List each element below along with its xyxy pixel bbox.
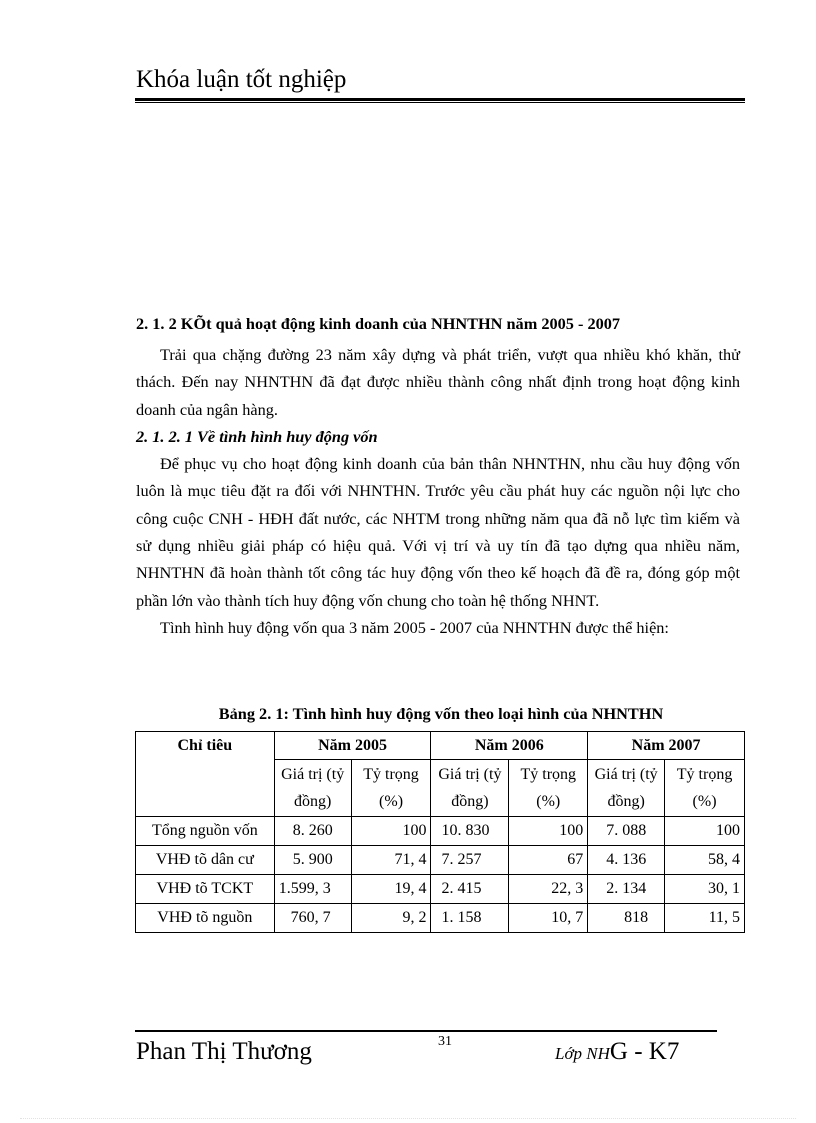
cell-ratio-2005: 71, 4: [351, 846, 431, 875]
header-year-2007: Năm 2007: [588, 732, 745, 760]
footer-rule: [135, 1030, 717, 1032]
subheader-value: Giá trị (tỷ đồng): [274, 760, 351, 817]
table-intro-paragraph: Tình hình huy động vốn qua 3 năm 2005 - 2007 của NHNTHN được thể hiện:: [160, 617, 669, 637]
cell-ratio-2006: 67: [509, 846, 588, 875]
cell-value-2006: 7. 257: [431, 846, 509, 875]
row-label: VHĐ tõ TCKT: [136, 875, 275, 904]
document-header-title: Khóa luận tốt nghiệp: [136, 66, 347, 93]
cell-value-2007: 4. 136: [588, 846, 665, 875]
cell-value-2006: 1. 158: [431, 904, 509, 933]
cell-value-2007: 2. 134: [588, 875, 665, 904]
funding-paragraph: Để phục vụ cho hoạt động kinh doanh của bản thân NHNTHN, nhu cầu huy động vốn luôn là mục tiêu đặt ra đối với NHNTHN. Trước yêu cầu phát huy các nguồn nội lực cho công cuộc CNH - HĐH đất nước, các NHTM trong những năm qua đã nỗ lực tìm kiếm và sử dụng nhiều giải pháp có hiệu quả. Với vị trí và uy tín đã tạo dựng qua nhiều năm, NHNTHN đã hoàn thành tốt công tác huy động vốn theo kế hoạch đã đề ra, đóng góp một phần lớn vào thành tích huy động vốn chung cho toàn hệ thống NHNT.: [136, 454, 740, 610]
cell-value-2006: 10. 830: [431, 817, 509, 846]
row-label: VHĐ tõ nguồn: [136, 904, 275, 933]
cell-ratio-2007: 11, 5: [665, 904, 745, 933]
subheader-ratio: Tỷ trọng (%): [351, 760, 431, 817]
header-year-2005: Năm 2005: [274, 732, 431, 760]
section-heading: 2. 1. 2 KÕt quả hoạt động kinh doanh của NHNTHN năm 2005 - 2007: [136, 314, 621, 333]
cell-ratio-2007: 58, 4: [665, 846, 745, 875]
section-body: [136, 341, 740, 641]
cell-value-2007: 818: [588, 904, 665, 933]
row-label: VHĐ tõ dân cư: [136, 846, 275, 875]
intro-paragraph: Trải qua chặng đường 23 năm xây dựng và phát triển, vượt qua nhiều khó khăn, thử thách. Đến nay NHNTHN đã đạt được nhiều thành công nhất định trong hoạt động kinh doanh của ngân hàng.: [136, 345, 740, 419]
cell-ratio-2005: 19, 4: [351, 875, 431, 904]
table-row: [136, 875, 745, 904]
subheader-value: Giá trị (tỷ đồng): [431, 760, 509, 817]
header-rule-thick: [135, 98, 745, 101]
table-caption: Bảng 2. 1: Tình hình huy động vốn theo loại hình của NHNTHN: [218, 704, 664, 723]
cell-value-2005: 8. 260: [274, 817, 351, 846]
subheader-ratio: Tỷ trọng (%): [509, 760, 588, 817]
table-row: [136, 817, 745, 846]
header-chi-tieu: Chỉ tiêu: [136, 732, 275, 817]
page-number: 31: [438, 1034, 452, 1049]
footer-class: [555, 1038, 679, 1066]
table-row: [136, 846, 745, 875]
footer-class-script: Lớp NH: [555, 1044, 610, 1063]
cell-ratio-2007: 30, 1: [665, 875, 745, 904]
table-header-row: [136, 732, 745, 760]
table-row: [136, 904, 745, 933]
cell-ratio-2006: 22, 3: [509, 875, 588, 904]
cell-ratio-2007: 100: [665, 817, 745, 846]
subheader-value: Giá trị (tỷ đồng): [588, 760, 665, 817]
subheader-ratio: Tỷ trọng (%): [665, 760, 745, 817]
cell-ratio-2005: 100: [351, 817, 431, 846]
subsection-heading: 2. 1. 2. 1 Về tình hình huy động vốn: [136, 426, 378, 446]
row-label: Tổng nguồn vốn: [136, 817, 275, 846]
cell-ratio-2005: 9, 2: [351, 904, 431, 933]
cell-ratio-2006: 100: [509, 817, 588, 846]
header-rule-thin: [135, 102, 745, 103]
footer-author: Phan Thị Thương: [136, 1038, 312, 1065]
cell-value-2005: 760, 7: [274, 904, 351, 933]
cell-value-2005: 5. 900: [274, 846, 351, 875]
cell-ratio-2006: 10, 7: [509, 904, 588, 933]
footer-class-suffix: G - K7: [609, 1038, 680, 1065]
cell-value-2005: 1.599, 3: [274, 875, 351, 904]
funding-table: [135, 731, 745, 933]
page-bottom-dotted-line: [20, 1118, 796, 1119]
header-year-2006: Năm 2006: [431, 732, 588, 760]
cell-value-2007: 7. 088: [588, 817, 665, 846]
cell-value-2006: 2. 415: [431, 875, 509, 904]
